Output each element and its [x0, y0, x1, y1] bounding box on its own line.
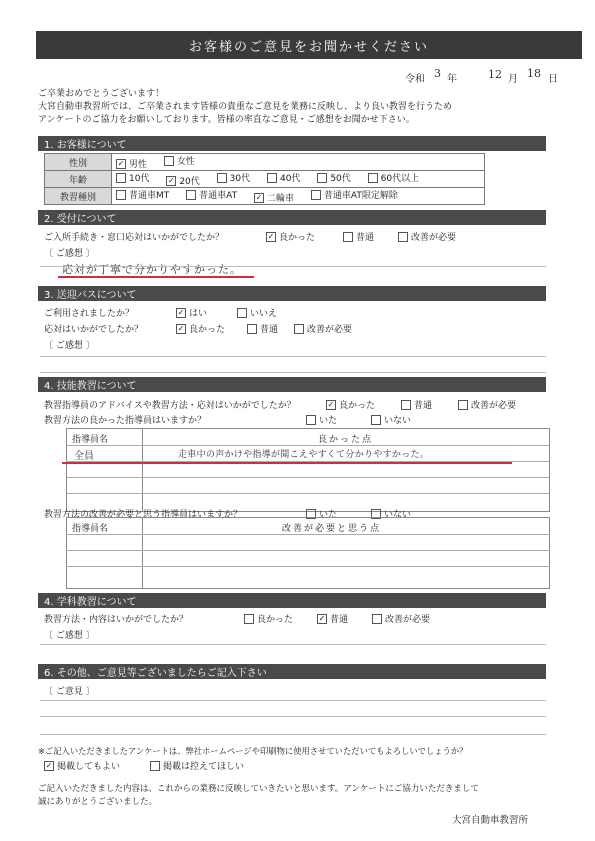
option-standard-at[interactable]: 普通車AT: [186, 188, 237, 201]
option-good[interactable]: 良かった: [244, 612, 293, 625]
table-row: [66, 477, 550, 478]
option-present[interactable]: いた: [306, 413, 337, 426]
checkbox-checked-icon[interactable]: ✓: [177, 323, 185, 333]
option-good[interactable]: ✓ 良かった: [267, 231, 316, 243]
option-no[interactable]: いいえ: [237, 306, 277, 319]
intro-line-2: 大宮自動車教習所では、ご卒業されます皆様の貴重なご意見を業務に反映し、より良い教習を行うため: [38, 102, 453, 112]
date-year[interactable]: 3: [434, 67, 441, 80]
section-5-header: 4. 学科教習について: [38, 593, 546, 608]
section-4-header: 4. 技能教習について: [38, 377, 546, 392]
option-needs-improvement[interactable]: 改善が必要: [294, 322, 352, 335]
option-40s[interactable]: 40代: [267, 171, 300, 184]
bus-comment-label: 〔 ご感想 〕: [44, 341, 95, 351]
instructor-name-header: 指導員名: [72, 435, 109, 445]
checkbox-checked-icon[interactable]: ✓: [318, 613, 326, 623]
good-points-entry[interactable]: 走車中の声かけや指導が聞こえやすくて分かりやすかった。: [178, 450, 430, 460]
good-instructor-question: 教習方法の良かった指導員はいますか？: [44, 416, 207, 426]
checkbox-icon[interactable]: [343, 232, 353, 242]
checkbox-icon[interactable]: [317, 173, 327, 183]
comment-line: [40, 700, 546, 701]
table-row: [66, 493, 550, 494]
other-comment-label: 〔 ご意見 〕: [44, 687, 95, 697]
table-row: [66, 550, 550, 551]
option-needs-improvement[interactable]: 改善が必要: [372, 612, 430, 625]
checkbox-icon[interactable]: [371, 415, 381, 425]
handwriting-underline: [62, 462, 512, 464]
checkbox-checked-icon[interactable]: ✓: [177, 307, 185, 317]
instructor-eval-row: [44, 398, 530, 411]
checkbox-checked-icon[interactable]: ✓: [255, 192, 263, 202]
option-absent[interactable]: いない: [371, 507, 411, 520]
option-yes[interactable]: ✓ はい: [177, 307, 208, 319]
option-standard-mt[interactable]: 普通車MT: [116, 188, 169, 201]
comment-line: [40, 356, 546, 357]
good-points-header: 良かった点: [318, 435, 374, 445]
option-average[interactable]: 普通: [247, 322, 278, 335]
option-needs-improvement[interactable]: 改善が必要: [458, 398, 516, 411]
checkbox-icon[interactable]: [372, 614, 382, 624]
checkbox-icon[interactable]: [217, 173, 227, 183]
course-type-options: [112, 188, 485, 205]
section-6-header: 6. その他、ご意見等ございましたらご記入下さい: [38, 664, 546, 679]
age-options: [112, 171, 485, 188]
course-type-label: 教習種別: [45, 188, 112, 205]
option-motorcycle[interactable]: ✓ 二輪車: [255, 192, 294, 204]
checkbox-checked-icon[interactable]: ✓: [117, 158, 125, 168]
checkbox-checked-icon[interactable]: ✓: [267, 231, 275, 241]
option-male[interactable]: ✓ 男性: [117, 158, 148, 170]
bad-instructor-question: 教習方法の改善が必要と思う指導員はいますか？: [44, 510, 243, 520]
improvement-points-header: 改善が必要と思う点: [282, 524, 382, 534]
checkbox-icon[interactable]: [116, 173, 126, 183]
instructor-eval-question: 教習指導員のアドバイスや教習方法・応対はいかがでしたか？: [44, 401, 296, 411]
bus-service-question: 応対はいかがでしたか？: [44, 325, 144, 335]
option-average[interactable]: 普通: [343, 230, 374, 243]
table-row: [66, 566, 550, 567]
table-row: [66, 445, 550, 446]
gender-label: 性別: [45, 154, 112, 171]
closing-line-2: 誠にありがとうございました。: [38, 797, 158, 807]
checkbox-icon[interactable]: [458, 400, 468, 410]
checkbox-checked-icon[interactable]: ✓: [45, 760, 53, 770]
checkbox-icon[interactable]: [244, 614, 254, 624]
option-60s-plus[interactable]: 60代以上: [368, 171, 419, 184]
reception-question: ご入所手続き・窓口応対はいかがでしたか？: [44, 233, 225, 243]
option-needs-improvement[interactable]: 改善が必要: [398, 230, 456, 243]
option-absent[interactable]: いない: [371, 413, 411, 426]
checkbox-icon[interactable]: [401, 400, 411, 410]
date-year-unit: 年: [447, 74, 457, 85]
checkbox-icon[interactable]: [368, 173, 378, 183]
consent-options-row: [44, 759, 258, 772]
option-good[interactable]: ✓ 良かった: [327, 399, 376, 411]
classroom-question: 教習方法・内容はいかがでしたか？: [44, 615, 189, 625]
date-month-unit: 月: [508, 74, 518, 85]
reception-comment[interactable]: 応対が丁寧で分かりやすかった。: [62, 263, 242, 276]
option-20s[interactable]: ✓ 20代: [167, 175, 200, 187]
bus-usage-question: ご利用されましたか？: [44, 309, 135, 319]
reception-comment-label: 〔 ご感想 〕: [44, 249, 95, 259]
checkbox-icon[interactable]: [116, 190, 126, 200]
checkbox-icon[interactable]: [164, 156, 174, 166]
checkbox-icon[interactable]: [150, 761, 160, 771]
option-at-limit-removal[interactable]: 普通車AT限定解除: [311, 188, 398, 201]
classroom-comment-label: 〔 ご感想 〕: [44, 631, 95, 641]
instructor-name-entry[interactable]: 全員: [74, 451, 94, 462]
comment-line: [40, 372, 546, 373]
option-average[interactable]: 普通: [401, 398, 432, 411]
date-day-unit: 日: [548, 74, 558, 85]
bus-usage-row: [44, 306, 291, 319]
school-name: 大宮自動車教習所: [452, 815, 529, 826]
option-allow-publish[interactable]: ✓ 掲載してもよい: [45, 760, 121, 772]
checkbox-icon[interactable]: [247, 324, 257, 334]
comment-line: [40, 734, 546, 735]
checkbox-checked-icon[interactable]: ✓: [327, 399, 335, 409]
age-label: 年齢: [45, 171, 112, 188]
section-1-header: 1. お客様について: [38, 136, 546, 151]
checkbox-icon[interactable]: [186, 190, 196, 200]
option-average[interactable]: ✓ 普通: [318, 613, 349, 625]
good-instructor-row: [44, 413, 425, 426]
option-30s[interactable]: 30代: [217, 171, 250, 184]
handwriting-underline: [58, 276, 254, 278]
gender-options: [112, 154, 485, 171]
bus-service-row: [44, 322, 366, 335]
classroom-question-row: [44, 612, 444, 625]
closing-line-1: ご記入いただきました内容は、これからの業務に反映していきたいと思います。アンケートにご協力いただきまして: [38, 784, 479, 794]
checkbox-icon[interactable]: [398, 232, 408, 242]
instructor-name-header: 指導員名: [72, 524, 109, 534]
checkbox-icon[interactable]: [294, 324, 304, 334]
date-era: 令和: [405, 74, 425, 85]
checkbox-icon[interactable]: [311, 190, 321, 200]
reception-question-row: [44, 230, 470, 243]
consent-question: ※ご記入いただきましたアンケートは、弊社ホームページや印刷物に使用させていただいてもよろしいでしょうか？: [38, 746, 468, 756]
option-decline-publish[interactable]: 掲載は控えてほしい: [150, 759, 244, 772]
option-present[interactable]: いた: [306, 507, 337, 520]
comment-line: [40, 644, 546, 645]
option-10s[interactable]: 10代: [116, 171, 149, 184]
table-row: [66, 534, 550, 535]
comment-line: [40, 266, 546, 267]
date-month[interactable]: 12: [488, 68, 502, 81]
page-title: お客様のご意見をお聞かせください: [36, 31, 582, 59]
section-2-header: 2. 受付について: [38, 210, 546, 225]
option-good[interactable]: ✓ 良かった: [177, 323, 226, 335]
option-50s[interactable]: 50代: [317, 171, 350, 184]
intro-line-3: アンケートのご協力をお願いしております。皆様の率直なご意見・ご感想をお聞かせ下さい。: [38, 115, 415, 125]
section-3-header: 3. 送迎バスについて: [38, 286, 546, 301]
checkbox-icon[interactable]: [237, 308, 247, 318]
customer-info-table: [44, 153, 485, 205]
checkbox-checked-icon[interactable]: ✓: [167, 175, 175, 185]
checkbox-icon[interactable]: [267, 173, 277, 183]
date-day[interactable]: 18: [527, 67, 541, 80]
intro-line-1: ご卒業おめでとうございます！: [38, 89, 165, 99]
option-female[interactable]: 女性: [164, 154, 195, 167]
checkbox-icon[interactable]: [306, 415, 316, 425]
comment-line: [40, 716, 546, 717]
